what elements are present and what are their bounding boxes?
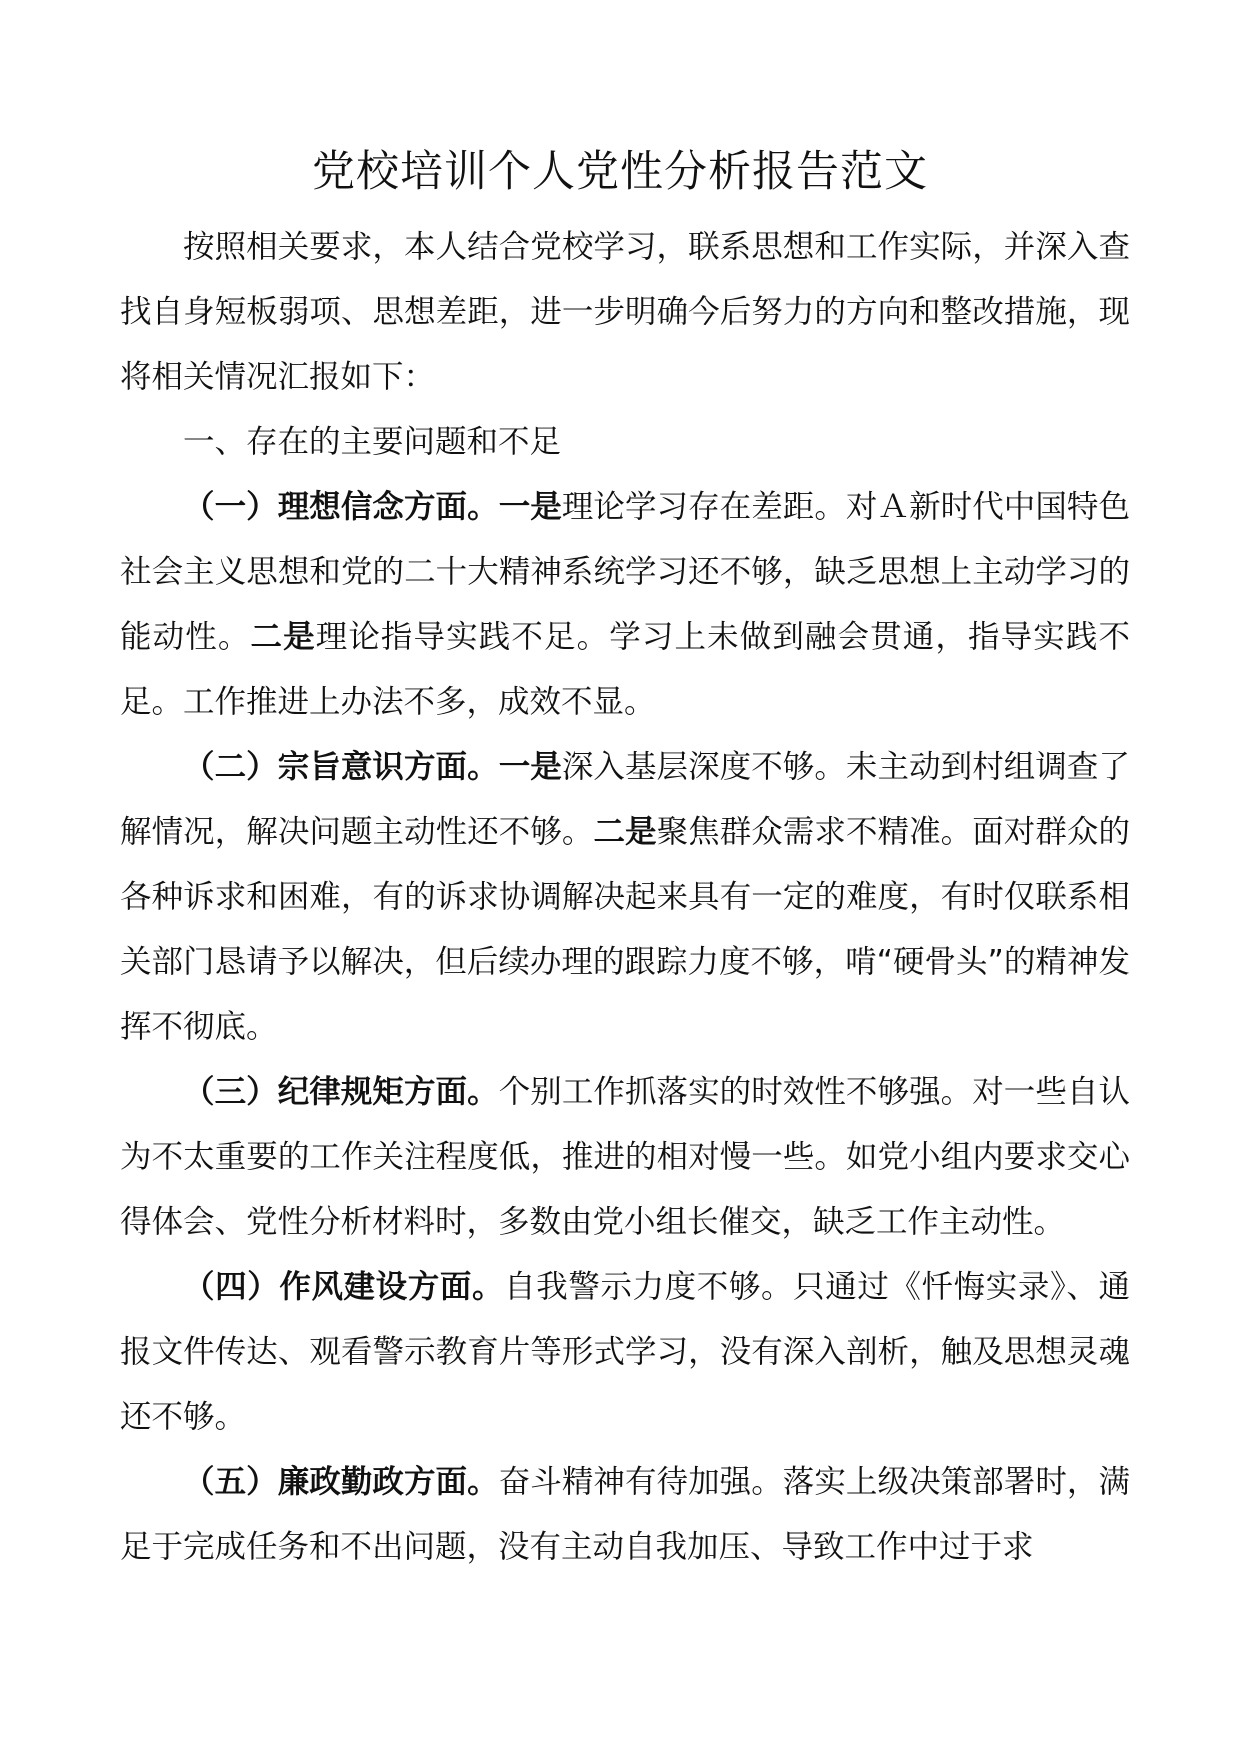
document-body xyxy=(120,215,1130,1580)
item-text: 个别工作抓落实的时效性不够强。对一些自认为不太重要的工作关注程度低，推进的相对慢一些。如党小组内要求交心得体会、党性分析材料时，多数由党小组长催交，缺乏工作主动性。 xyxy=(120,1074,1130,1240)
point-label: 二是 xyxy=(250,619,316,655)
point-label: 二是 xyxy=(593,814,657,850)
item-paragraph-4 xyxy=(120,1255,1130,1450)
item-heading: （五）廉政勤政方面。 xyxy=(183,1464,499,1500)
item-heading: （二）宗旨意识方面。 xyxy=(183,749,499,785)
intro-paragraph: 按照相关要求，本人结合党校学习，联系思想和工作实际，并深入查找自身短板弱项、思想差距，进一步明确今后努力的方向和整改措施，现将相关情况汇报如下： xyxy=(120,229,1130,395)
item-paragraph-3 xyxy=(120,1060,1130,1255)
item-heading: （一）理想信念方面。 xyxy=(183,489,499,525)
item-heading: （四）作风建设方面。 xyxy=(183,1269,505,1305)
point-label: 一是 xyxy=(498,749,562,785)
point-text: 理论学习存在差距。对Ａ新时代中国特色社会主义思想和党的二十大精神系统学习还不够，缺乏思想上主动学习的能动性。 xyxy=(120,489,1130,655)
point-label: 一是 xyxy=(498,489,562,525)
section-heading: 一、存在的主要问题和不足 xyxy=(183,424,562,460)
item-paragraph-1 xyxy=(120,475,1130,735)
item-heading: （三）纪律规矩方面。 xyxy=(183,1074,499,1110)
item-paragraph-5 xyxy=(120,1450,1130,1580)
item-text: 自我警示力度不够。只通过《忏悔实录》、通报文件传达、观看警示教育片等形式学习，没有深入剖析，触及思想灵魂还不够。 xyxy=(120,1269,1130,1435)
document-title: 党校培训个人党性分析报告范文 xyxy=(312,147,928,197)
point-text: 理论指导实践不足。学习上未做到融会贯通，指导实践不足。工作推进上办法不多，成效不显。 xyxy=(120,619,1130,720)
item-text: 奋斗精神有待加强。落实上级决策部署时，满足于完成任务和不出问题，没有主动自我加压、导致工作中过于求 xyxy=(120,1464,1130,1565)
point-text: 深入基层深度不够。未主动到村组调查了解情况，解决问题主动性还不够。 xyxy=(120,749,1130,850)
item-paragraph-2 xyxy=(120,735,1130,1060)
point-text: 聚焦群众需求不精准。面对群众的各种诉求和困难，有的诉求协调解决起来具有一定的难度，有时仅联系相关部门恳请予以解决，但后续办理的跟踪力度不够，啃“硬骨头”的精神发挥不彻底。 xyxy=(120,814,1130,1045)
